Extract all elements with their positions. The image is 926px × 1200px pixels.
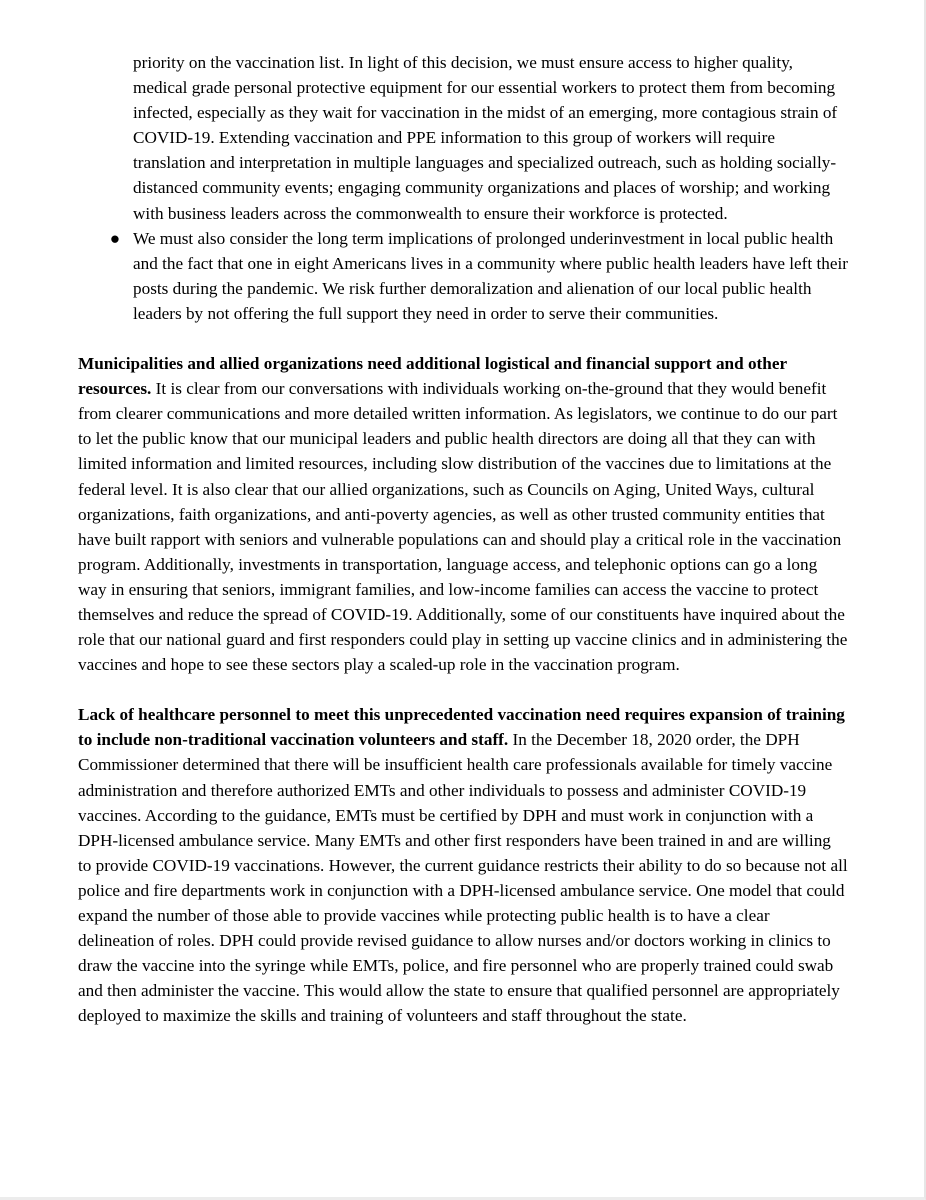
bullet-icon: ● — [109, 228, 121, 248]
paragraph-body-text: In the December 18, 2020 order, the DPH Commissioner determined that there will be insufficient health care professionals available for timely vaccine administration and therefore authorized EMTs and other individuals to possess and administer COVID-19 vaccines. According to the guidance, EMTs must be certified by DPH and must work in conjunction with a DPH-licensed ambulance service. Many EMTs and other first responders have been trained in and are willing to provide COVID-19 vaccinations. However, the current guidance restricts their ability to do so because not all police and fire departments work in conjunction with a DPH-licensed ambulance service. One model that could expand the number of those able to provide vaccines while protecting public health is to have a clear delineation of roles. DPH could provide revised guidance to allow nurses and/or doctors working in clinics to draw the vaccine into the syringe while EMTs, police, and fire personnel who are properly trained could swab and then administer the vaccine. This would allow the state to ensure that qualified personnel are appropriately deployed to maximize the skills and training of volunteers and staff throughout the state. — [78, 730, 848, 1026]
paragraph-lead-heading: Municipalities and allied organizations need additional logistical and financial support and other resources. — [78, 354, 787, 399]
bullet-text: priority on the vaccination list. In light of this decision, we must ensure access to higher quality, medical grade personal protective equipment for our essential workers to protect them from becoming infected, especially as they wait for vaccination in the midst of an emerging, more contagious strain of COVID-19. Extending vaccination and PPE information to this group of workers will require translation and interpretation in multiple languages and specialized outreach, such as holding socially-distanced community events; engaging community organizations and places of worship; and working with business leaders across the commonwealth to ensure their workforce is protected. — [133, 53, 838, 223]
paragraph-body-text: It is clear from our conversations with individuals working on-the-ground that they would benefit from clearer communications and more detailed written information. As legislators, we continue to do our part to let the public know that our municipal leaders and public health directors are doing all that they can with limited information and limited resources, including slow distribution of the vaccines due to limitations at the federal level. It is also clear that our allied organizations, such as Councils on Aging, United Ways, cultural organizations, faith organizations, and anti-poverty agencies, as well as other trusted community entities that have built rapport with seniors and vulnerable populations can and should play a critical role in the vaccination program. Additionally, investments in transportation, language access, and telephonic options can go a long way in ensuring that seniors, immigrant families, and low-income families can access the vaccine to protect themselves and reduce the spread of COVID-19. Additionally, some of our constituents have inquired about the role that our national guard and first responders could play in setting up vaccine clinics and in administering the vaccines and hope to see these sectors play a scaled-up role in the vaccination program. — [78, 379, 848, 675]
bullet-item-underinvestment — [78, 226, 848, 326]
bullet-item-continued — [78, 50, 848, 226]
paragraph-healthcare-personnel — [78, 702, 848, 1028]
paragraph-lead-heading: Lack of healthcare personnel to meet this unprecedented vaccination need requires expansion of training to include non-traditional vaccination volunteers and staff. — [78, 705, 845, 750]
paragraph-municipal-support — [78, 351, 848, 677]
bullet-list — [78, 50, 848, 326]
document-body — [78, 50, 848, 1028]
bullet-text: We must also consider the long term implications of prolonged underinvestment in local public health and the fact that one in eight Americans lives in a community where public health leaders have left their posts during the pandemic. We risk further demoralization and alienation of our local public health leaders by not offering the full support they need in order to serve their communities. — [133, 228, 848, 323]
